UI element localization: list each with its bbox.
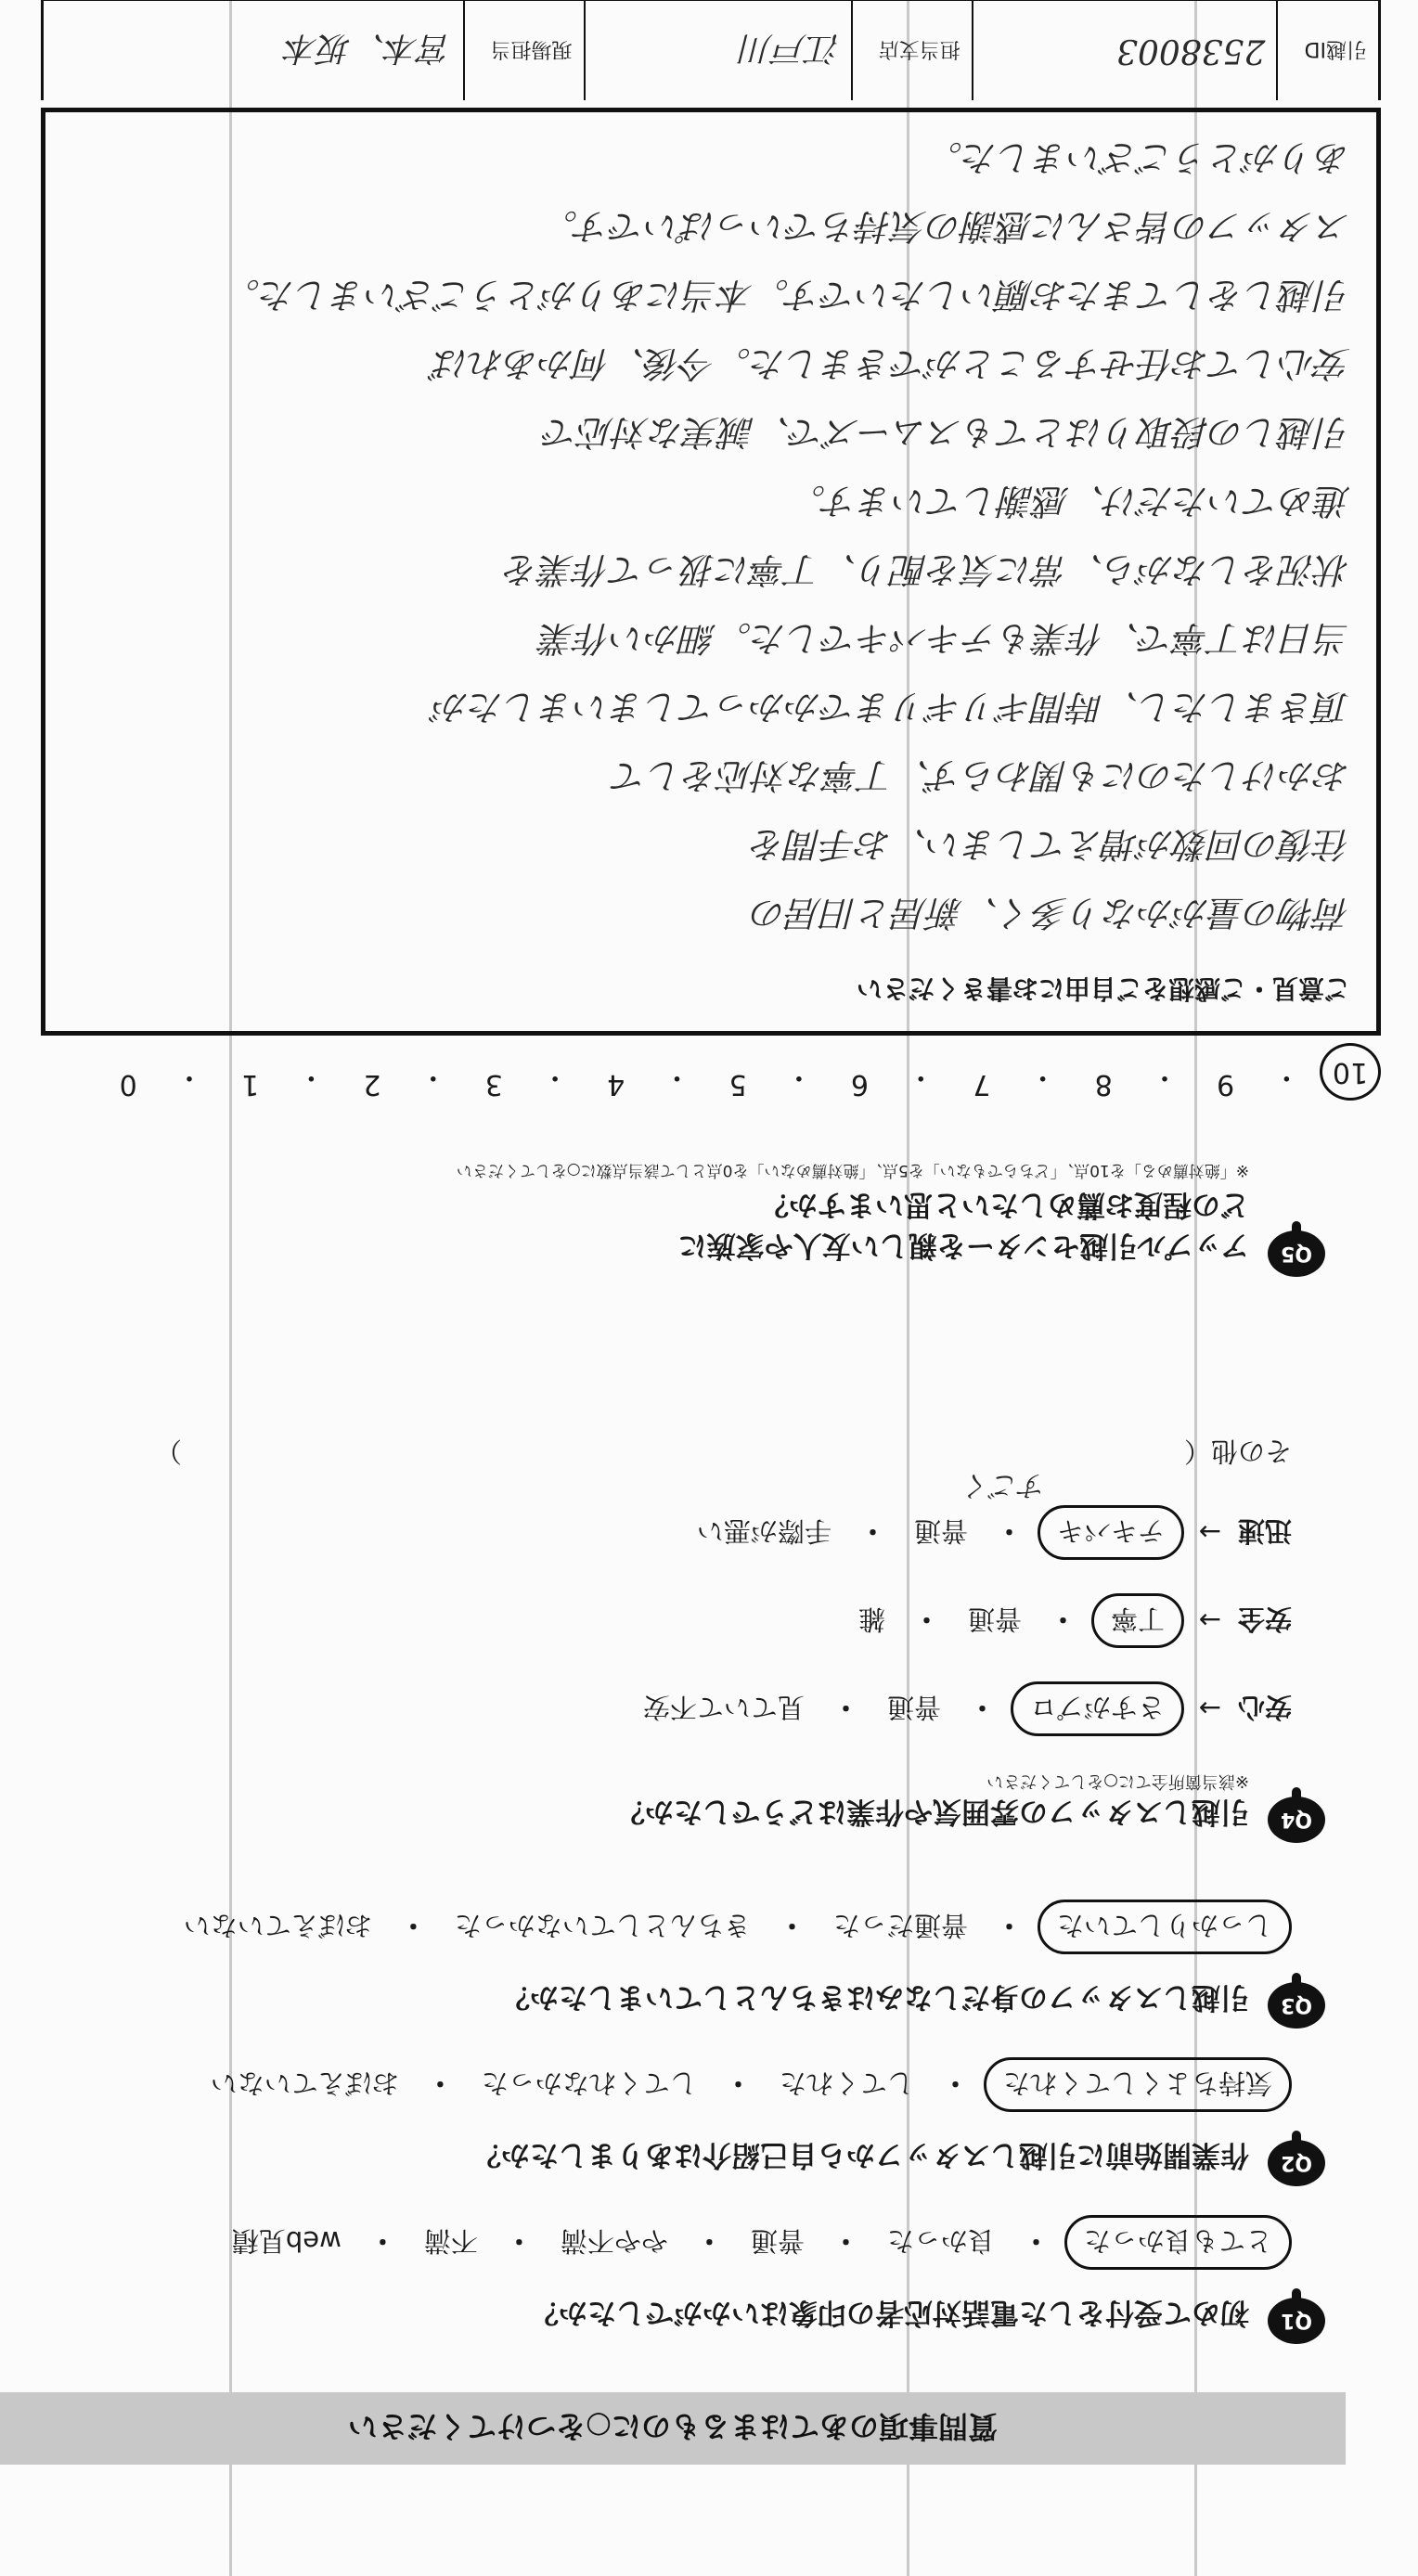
q4-option[interactable]: 見ていて不安 bbox=[642, 1692, 805, 1723]
arrow-right-icon: → bbox=[1198, 1604, 1222, 1637]
q2-badge: Q2 bbox=[1268, 2140, 1325, 2186]
q4-option[interactable]: 普通 bbox=[886, 1692, 941, 1723]
comment-line: 往復の回数が増えてしまい、お手間を bbox=[750, 824, 1350, 865]
q1-option[interactable]: 良かった bbox=[886, 2225, 995, 2257]
move-id-value: 2538003 bbox=[972, 1, 1277, 100]
q2-options: 気持ちよくしてくれた ・ してくれた ・ してくれなかった ・ おぼえていない bbox=[198, 2057, 1292, 2112]
comment-line: 頂きましたし、時間ギリギリまでかかってしまいましたが bbox=[432, 687, 1350, 728]
q2-text: 作業開始前に引越しスタッフから自己紹介はありましたか？ bbox=[472, 2138, 1249, 2171]
q4-option[interactable]: 手際が悪い bbox=[696, 1515, 831, 1547]
q1-badge: Q1 bbox=[1268, 2298, 1325, 2344]
q5-text: アップル引越センターを親しい友人や家族に bbox=[677, 1229, 1249, 1262]
q1-option[interactable]: web見積 bbox=[231, 2225, 342, 2257]
q2-option[interactable]: おぼえていない bbox=[210, 2067, 399, 2099]
comment-line: 引越しをしてまたお願いしたいです。本当にありがとうございました。 bbox=[225, 275, 1350, 316]
comments-box[interactable] bbox=[41, 108, 1381, 1036]
q5-badge: Q5 bbox=[1268, 1230, 1325, 1277]
manager-value: 宮本、坂本 bbox=[284, 29, 452, 67]
comment-line: 安心してお任せすることができました。今後、何かあれば bbox=[432, 343, 1350, 384]
q5-scale-value[interactable]: 0 bbox=[119, 1068, 137, 1101]
comments-title: ご意見・ご感想をご自由にお書きください bbox=[856, 973, 1350, 1004]
q3-badge: Q3 bbox=[1268, 1982, 1325, 2029]
comment-line: 進めていただけ、感謝しています。 bbox=[790, 481, 1350, 522]
q3-option[interactable]: おぼえていない bbox=[183, 1910, 372, 1941]
instructions-banner: 質問事項のあてはまるものに○をつけてください bbox=[0, 2392, 1346, 2465]
q4-row-other bbox=[155, 1434, 1292, 1472]
q1-option[interactable]: やや不満 bbox=[560, 2225, 668, 2257]
manager-label: 現場担当 bbox=[463, 1, 584, 100]
comments-handwriting bbox=[70, 123, 1350, 947]
branch-value: 江戸川 bbox=[584, 1, 852, 100]
footer-table bbox=[41, 0, 1381, 100]
q3-options: しっかりしていた ・ 普通だった ・ きちんとしていなかった ・ おぼえていない bbox=[171, 1900, 1292, 1954]
q5-scale-value[interactable]: 3 bbox=[484, 1068, 503, 1101]
q4-row-speed: 迅速 → テキパキ ・ 普通 ・ 手際が悪い bbox=[684, 1505, 1292, 1560]
comment-line: おかけしたのにも関わらず、丁寧な対応をして bbox=[612, 755, 1350, 796]
q2-option-selected[interactable]: 気持ちよくしてくれた bbox=[984, 2057, 1292, 2112]
q4-badge: Q4 bbox=[1268, 1797, 1325, 1843]
comment-line: 状況をしながら、常に気を配り、丁寧に扱って作業を bbox=[503, 549, 1350, 590]
q3-option[interactable]: 普通だった bbox=[832, 1910, 968, 1941]
q1-option-selected[interactable]: とても良かった bbox=[1064, 2215, 1292, 2270]
q3-option[interactable]: きちんとしていなかった bbox=[454, 1910, 751, 1941]
q5-scale-value[interactable]: 2 bbox=[363, 1068, 381, 1101]
q4-note: ※該当箇所全てに○をしてください bbox=[986, 1771, 1249, 1791]
q2-option[interactable]: してくれなかった bbox=[481, 2067, 697, 2099]
q5-scale-value[interactable]: 6 bbox=[850, 1068, 870, 1101]
q4-option[interactable]: 雑 bbox=[857, 1604, 885, 1635]
q4-row-label: 安心 bbox=[1237, 1692, 1292, 1723]
q1-option[interactable]: 不満 bbox=[423, 2225, 478, 2257]
q3-text: 引越しスタッフの身だしなみはきちんとしていましたか？ bbox=[501, 1980, 1249, 2014]
q4-option-selected[interactable]: 丁寧 bbox=[1091, 1593, 1184, 1648]
comment-line: 当日は丁寧で、作業もテキパキでした。細かい作業 bbox=[539, 618, 1350, 659]
arrow-right-icon: → bbox=[1198, 1516, 1222, 1549]
branch-label: 担当支店 bbox=[851, 1, 972, 100]
comment-line: スタッフの皆さんに感謝の気持ちでいっぱいです。 bbox=[542, 206, 1350, 247]
q5-scale-value[interactable]: 1 bbox=[241, 1068, 260, 1101]
comment-line: ありがとうございました。 bbox=[926, 137, 1350, 178]
q3-option-selected[interactable]: しっかりしていた bbox=[1038, 1900, 1292, 1954]
q4-text: 引越しスタッフの雰囲気や作業はどうでしたか？ bbox=[616, 1795, 1249, 1828]
q4-row-label: 安全 bbox=[1237, 1604, 1292, 1635]
q1-options: とても良かった ・ 良かった ・ 普通 ・ やや不満 ・ 不満 ・ web見積 bbox=[219, 2215, 1292, 2270]
q5-scale-value[interactable]: 9 bbox=[1217, 1068, 1235, 1101]
q5-text-line2: どの程度お薦めしたいと思いますか？ bbox=[760, 1188, 1249, 1221]
q2-option[interactable]: してくれた bbox=[779, 2067, 914, 2099]
q5-scale-value[interactable]: 7 bbox=[973, 1068, 991, 1101]
q4-other-close: ） bbox=[154, 1436, 182, 1467]
arrow-right-icon: → bbox=[1198, 1693, 1222, 1725]
q4-handwritten-annotation: すごく bbox=[963, 1469, 1047, 1501]
q4-option-selected[interactable]: テキパキ bbox=[1038, 1505, 1184, 1560]
comment-line: 引越しの段取りはとてもスムーズで、誠実な対応で bbox=[543, 412, 1350, 453]
q4-row-safety: 安全 → 丁寧 ・ 普通 ・ 雑 bbox=[845, 1593, 1292, 1648]
q1-text: 初めて受付をした電話対応者の印象はいかがでしたか？ bbox=[530, 2296, 1249, 2329]
q4-row-safety-feel: 安心 → さすがプロ ・ 普通 ・ 見ていて不安 bbox=[630, 1681, 1292, 1736]
q4-option-selected[interactable]: さすがプロ bbox=[1011, 1681, 1184, 1736]
q1-option[interactable]: 普通 bbox=[750, 2225, 805, 2257]
q5-scale-value[interactable]: 8 bbox=[1094, 1068, 1113, 1101]
q5-scale-value[interactable]: 5 bbox=[728, 1068, 747, 1101]
q4-other-label: その他（ bbox=[1183, 1436, 1292, 1467]
move-id-label: 引越ID bbox=[1276, 1, 1378, 100]
q5-scale-selected[interactable]: 10 bbox=[1320, 1043, 1381, 1101]
q5-scale-value[interactable]: 4 bbox=[607, 1068, 625, 1101]
q5-scale: 10 ・ 9 ・ 8 ・ 7 ・ 6 ・ 5 ・ 4 ・ 3 ・ 2 ・ 1 ・ 0 bbox=[100, 1043, 1381, 1101]
q5-note: ※「絶対薦める」を10点、「どちらでもない」を5点、「絶対薦めない」を0点として該当点数に○をしてください bbox=[456, 1161, 1249, 1179]
q4-row-label: 迅速 bbox=[1237, 1515, 1292, 1547]
comment-line: 荷物の量がかなり多く、新居と旧居の bbox=[751, 893, 1350, 934]
q4-option[interactable]: 普通 bbox=[913, 1515, 968, 1547]
q4-option[interactable]: 普通 bbox=[967, 1604, 1022, 1635]
